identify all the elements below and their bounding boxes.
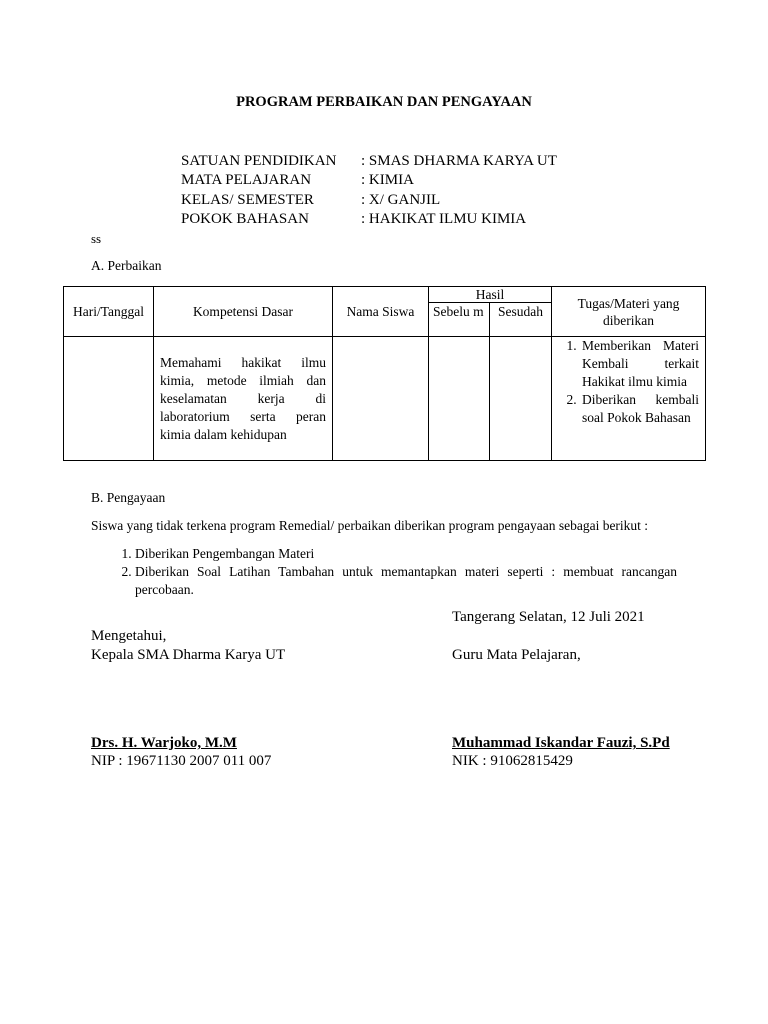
- guru-name: Muhammad Iskandar Fauzi, S.Pd: [452, 735, 670, 751]
- cell-sebelum: [429, 337, 490, 461]
- cell-kompetensi: Memahami hakikat ilmu kimia, metode ilmiah dan keselamatan kerja di laboratorium serta peran kimia dalam kehidupan: [154, 337, 333, 461]
- info-label: POKOK BAHASAN: [181, 211, 309, 227]
- header-hari: Hari/Tanggal: [64, 287, 154, 337]
- info-value: : KIMIA: [361, 172, 414, 188]
- cell-tugas: [552, 337, 706, 461]
- info-label: KELAS/ SEMESTER: [181, 192, 314, 208]
- perbaikan-table: [63, 286, 706, 461]
- header-hasil: Hasil: [429, 287, 552, 303]
- cell-sesudah: [490, 337, 552, 461]
- cell-hari: [64, 337, 154, 461]
- guru-role: Guru Mata Pelajaran,: [452, 647, 581, 663]
- table-row: [64, 337, 706, 461]
- section-a-heading: A. Perbaikan: [91, 258, 162, 273]
- kepala-sekolah-name: Drs. H. Warjoko, M.M: [91, 735, 237, 751]
- pengayaan-intro: Siswa yang tidak terkena program Remedial/ perbaikan diberikan program pengayaan sebagai berikut :: [91, 518, 649, 533]
- guru-nik: NIK : 91062815429: [452, 753, 573, 769]
- header-sesudah: Sesudah: [490, 303, 552, 337]
- info-value: : HAKIKAT ILMU KIMIA: [361, 211, 527, 227]
- info-value: : SMAS DHARMA KARYA UT: [361, 153, 557, 169]
- info-label: MATA PELAJARAN: [181, 172, 312, 188]
- list-item: 2. Diberikan kembali soal Pokok Bahasan: [580, 391, 699, 427]
- header-kompetensi: Kompetensi Dasar: [154, 287, 333, 337]
- header-sebelum: Sebelu m: [429, 303, 490, 337]
- info-value: : X/ GANJIL: [361, 192, 441, 208]
- mengetahui-label: Mengetahui,: [91, 628, 167, 644]
- list-item: 1. Diberikan Pengembangan Materi: [135, 545, 677, 563]
- kepala-sekolah-role: Kepala SMA Dharma Karya UT: [91, 647, 286, 663]
- cell-nama: [333, 337, 429, 461]
- place-date: Tangerang Selatan, 12 Juli 2021: [452, 609, 645, 625]
- list-item: 1. Memberikan Materi Kembali terkait Hakikat ilmu kimia: [580, 337, 699, 391]
- pengayaan-list: [91, 545, 677, 599]
- info-label: SATUAN PENDIDIKAN: [181, 153, 337, 169]
- stray-text: ss: [91, 231, 102, 246]
- header-tugas: Tugas/Materi yang diberikan: [552, 287, 706, 337]
- header-nama: Nama Siswa: [333, 287, 429, 337]
- list-item: 2. Diberikan Soal Latihan Tambahan untuk memantapkan materi seperti : membuat rancangan percobaan.: [135, 563, 677, 599]
- section-b-heading: B. Pengayaan: [91, 490, 166, 505]
- kepala-sekolah-nip: NIP : 19671130 2007 011 007: [91, 753, 272, 769]
- document-title: PROGRAM PERBAIKAN DAN PENGAYAAN: [236, 94, 532, 110]
